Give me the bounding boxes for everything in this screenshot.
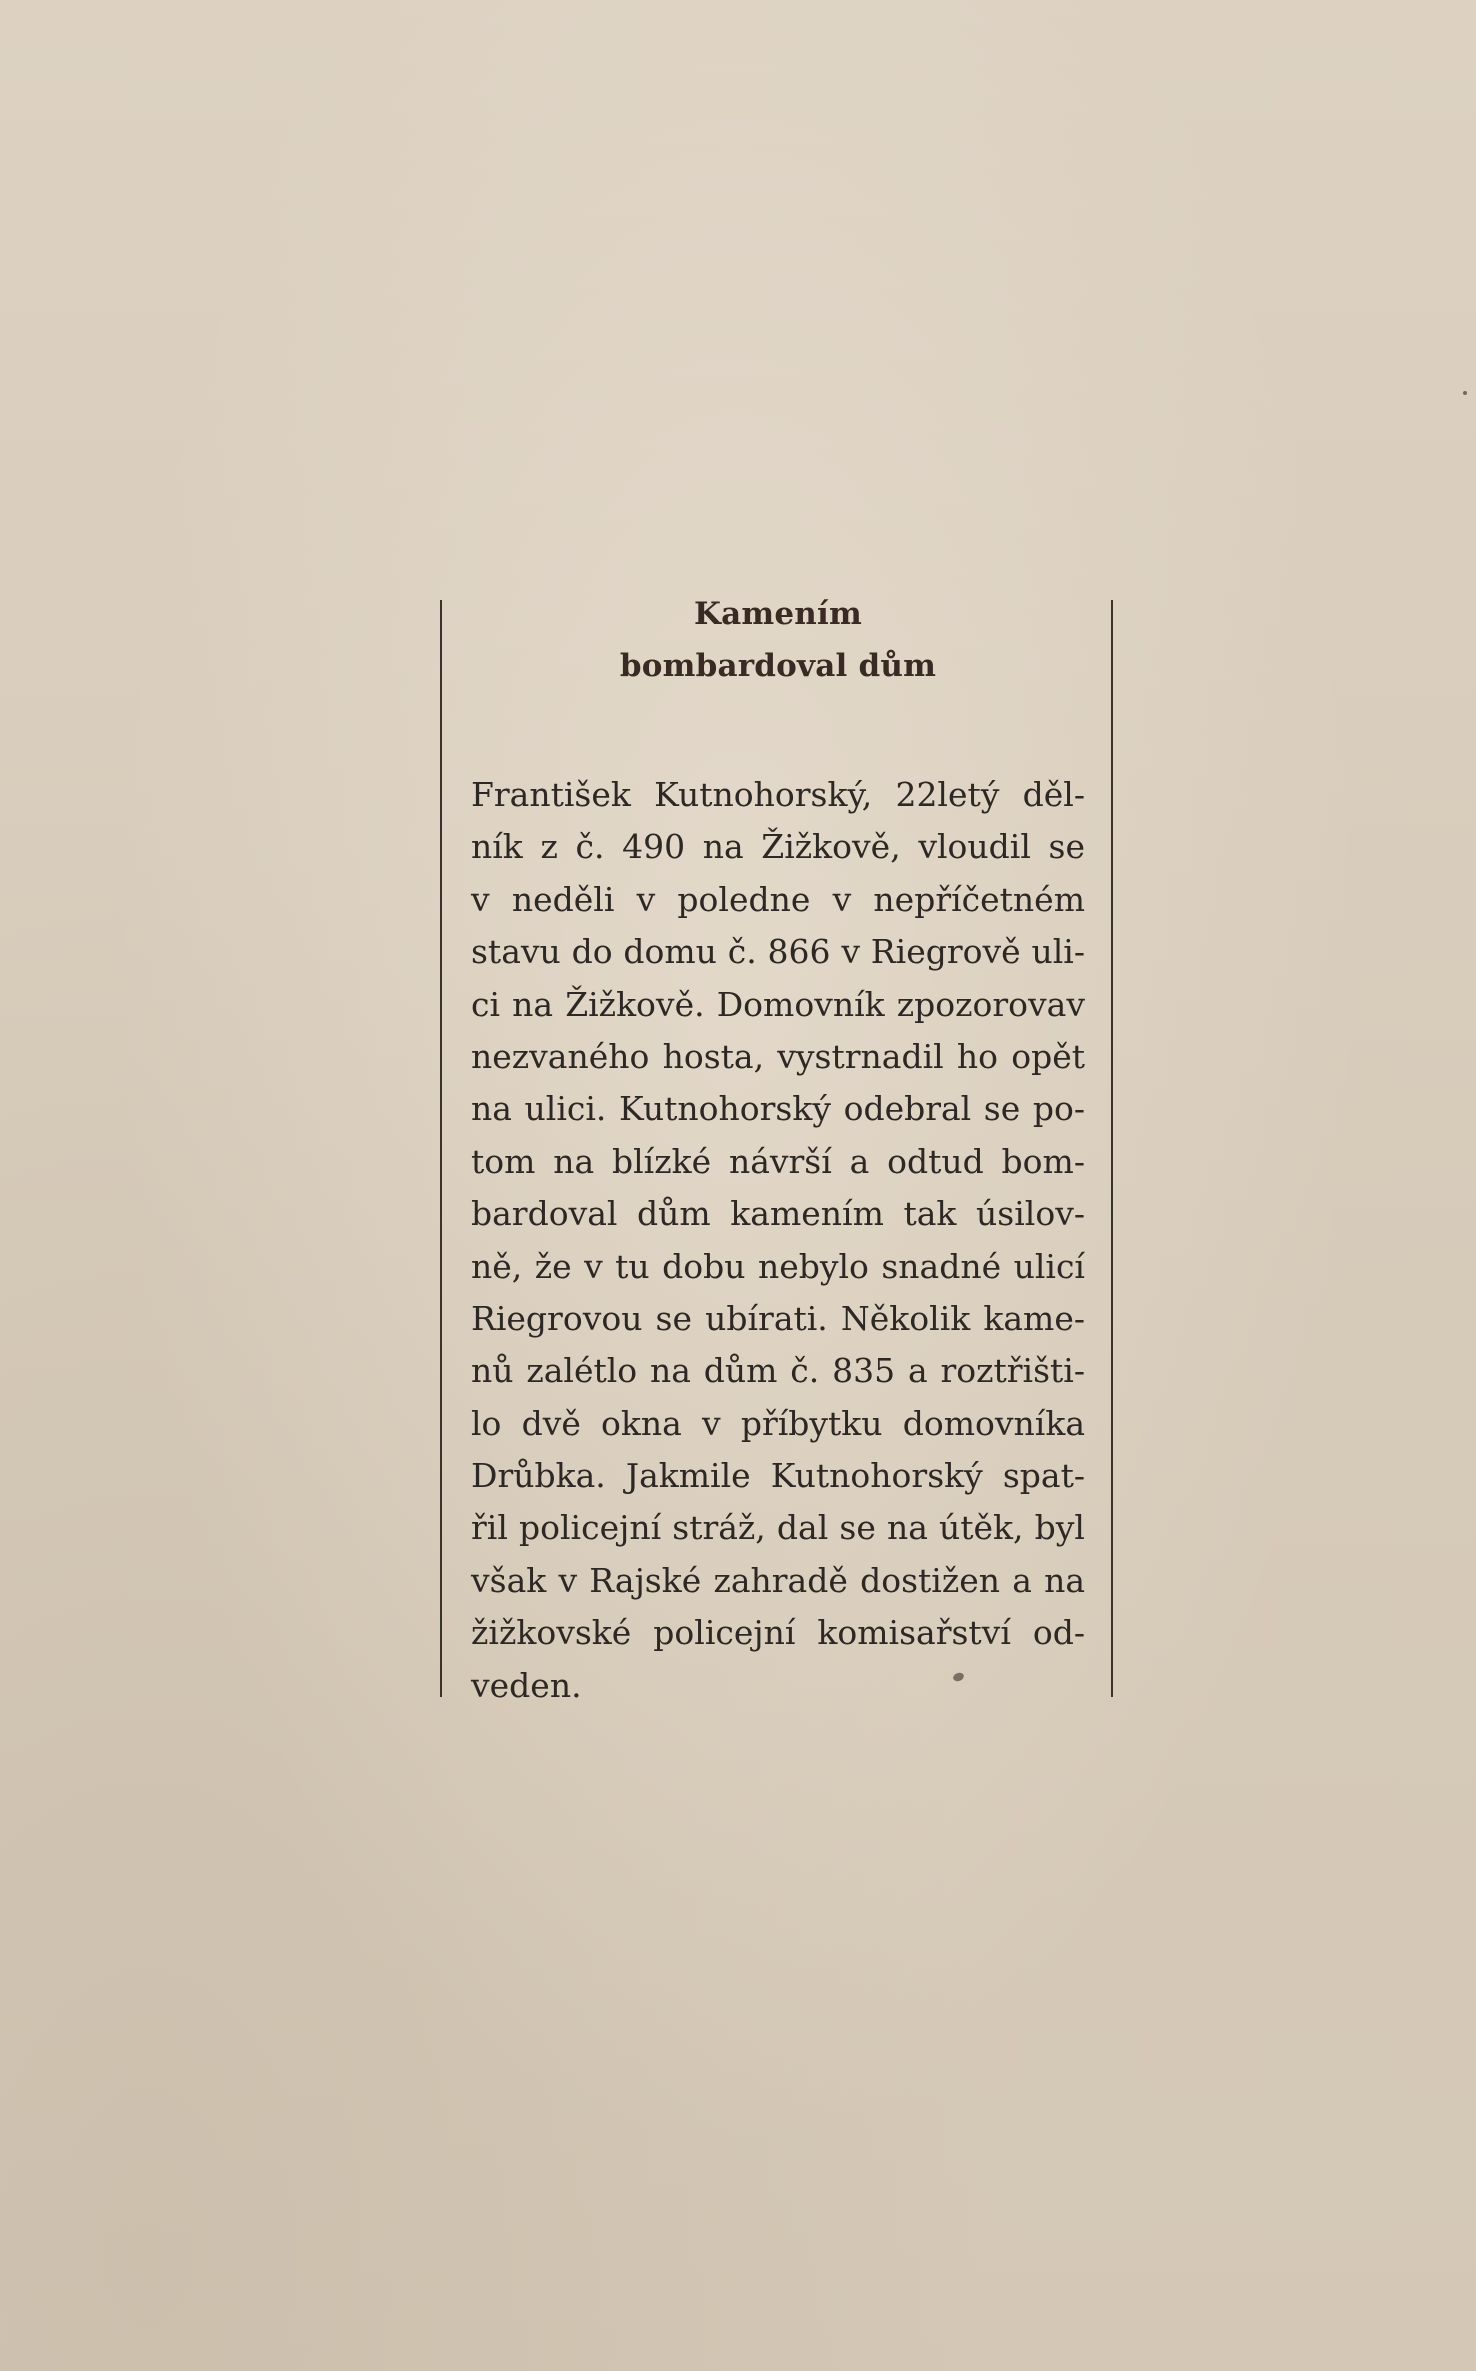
body-line-16: však v Rajské zahradě dostižen a na: [471, 1560, 1085, 1600]
body-line-18: veden.: [471, 1665, 582, 1705]
body-line-2: ník z č. 490 na Žižkově, vloudil se: [471, 827, 1085, 867]
body-line-14: Drůbka. Jakmile Kutnohorský spat-: [471, 1456, 1085, 1496]
column-rule-right: [1111, 600, 1113, 1697]
news-article: [471, 588, 1085, 1712]
body-line-1: František Kutnohorský, 22letý děl-: [471, 775, 1085, 814]
body-line-12: nů zalétlo na dům č. 835 a roztřišti-: [471, 1351, 1085, 1391]
body-line-8: tom na blízké návrší a odtud bom-: [471, 1141, 1085, 1181]
body-line-9: bardoval dům kamením tak úsilov-: [471, 1194, 1085, 1234]
body-line-15: řil policejní stráž, dal se na útěk, byl: [471, 1508, 1085, 1548]
body-line-4: stavu do domu č. 866 v Riegrově uli-: [471, 932, 1085, 972]
body-line-10: ně, že v tu dobu nebylo snadné ulicí: [471, 1246, 1085, 1286]
body-line-5: ci na Žižkově. Domovník zpozorovav: [471, 984, 1085, 1024]
body-line-7: na ulici. Kutnohorský odebral se po-: [471, 1089, 1085, 1129]
body-line-13: lo dvě okna v příbytku domovníka: [471, 1403, 1085, 1443]
body-line-3: v neděli v poledne v nepříčetném: [471, 879, 1085, 919]
body-line-6: nezvaného hosta, vystrnadil ho opět: [471, 1036, 1085, 1076]
paper-speck: [1463, 391, 1467, 395]
headline-line-1: Kamením: [693, 596, 863, 632]
column-rule-left: [440, 600, 442, 1697]
body-line-17: žižkovské policejní komisařství od-: [471, 1613, 1085, 1653]
article-body: [471, 769, 1085, 1712]
body-line-11: Riegrovou se ubírati. Několik kame-: [471, 1298, 1085, 1338]
article-headline: [471, 588, 1085, 692]
headline-line-2: bombardoval dům: [619, 648, 937, 684]
